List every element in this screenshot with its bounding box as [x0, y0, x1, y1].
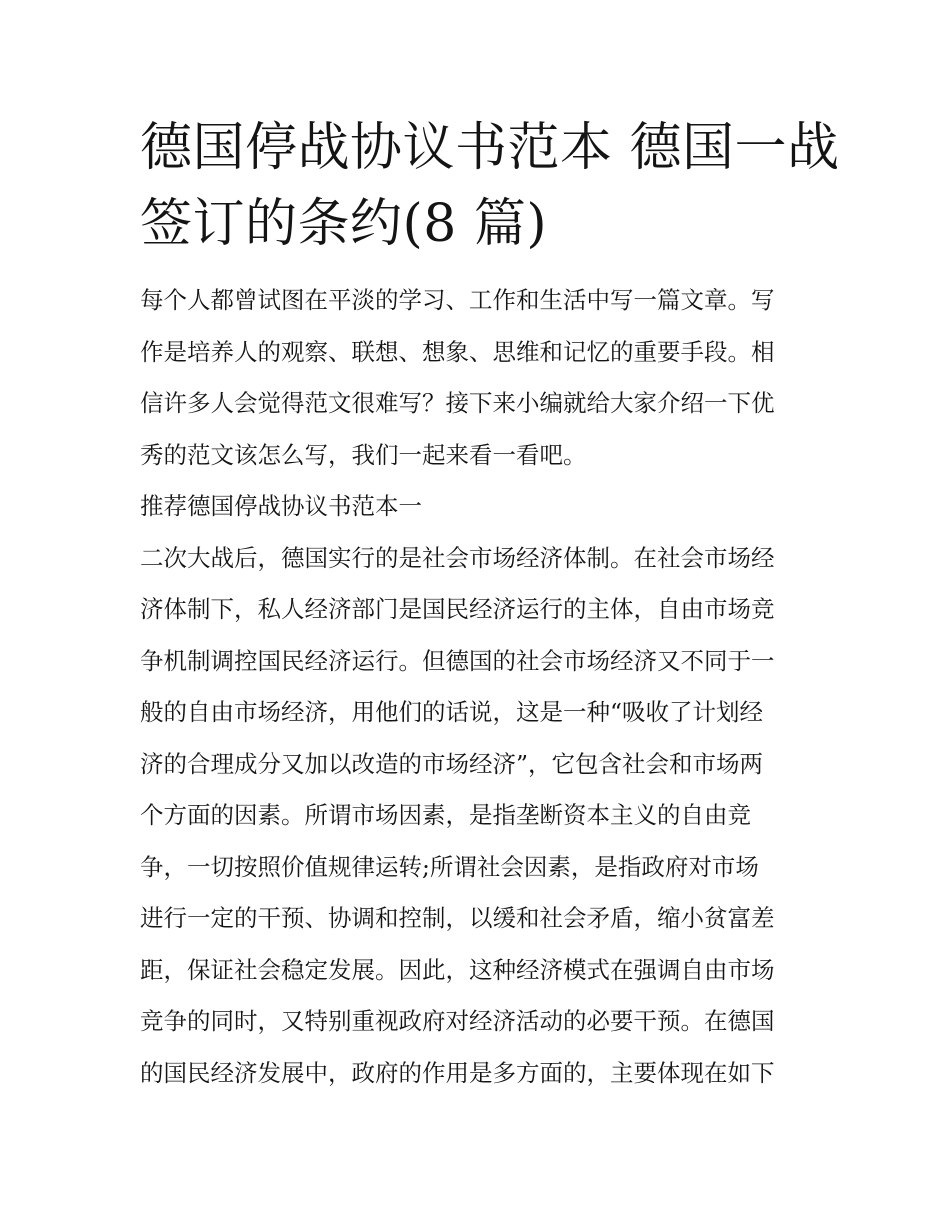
text-line: 距，保证社会稳定发展。因此，这种经济模式在强调自由市场 — [140, 955, 775, 984]
text-line: 每个人都曾试图在平淡的学习、工作和生活中写一篇文章。写 — [140, 286, 775, 314]
text-line: 的国民经济发展中，政府的作用是多方面的，主要体现在如下 — [140, 1058, 775, 1087]
section-paragraph — [140, 538, 820, 1105]
text-line: 进行一定的干预、协调和控制，以缓和社会矛盾，缩小贫富差 — [140, 904, 775, 932]
section-heading: 推荐德国停战协议书范本一 — [140, 492, 422, 520]
text-line: 秀的范文该怎么写，我们一起来看一看吧。 — [140, 440, 587, 469]
text-line: 个方面的因素。所谓市场因素，是指垄断资本主义的自由竞 — [140, 801, 751, 829]
text-line: 争机制调控国民经济运行。但德国的社会市场经济又不同于一 — [140, 646, 775, 675]
title-line: 签订的条约(8 篇) — [140, 194, 548, 254]
text-line: 信许多人会觉得范文很难写？接下来小编就给大家介绍一下优 — [140, 389, 775, 417]
document-title — [140, 110, 840, 262]
title-line: 德国停战协议书范本 德国一战 — [140, 118, 840, 178]
text-line: 济体制下，私人经济部门是国民经济运行的主体，自由市场竞 — [140, 595, 775, 623]
text-line: 作是培养人的观察、联想、想象、思维和记忆的重要手段。相 — [140, 337, 775, 366]
text-line: 济的合理成分又加以改造的市场经济”，它包含社会和市场两 — [140, 749, 764, 778]
text-line: 般的自由市场经济，用他们的话说，这是一种“吸收了计划经 — [140, 698, 764, 726]
intro-paragraph — [140, 280, 820, 486]
text-line: 争，一切按照价值规律运转;所谓社会因素，是指政府对市场 — [140, 852, 759, 881]
text-line: 竞争的同时，又特别重视政府对经济活动的必要干预。在德国 — [140, 1007, 775, 1035]
document-body — [140, 280, 820, 1104]
text-line: 二次大战后，德国实行的是社会市场经济体制。在社会市场经 — [140, 543, 775, 572]
